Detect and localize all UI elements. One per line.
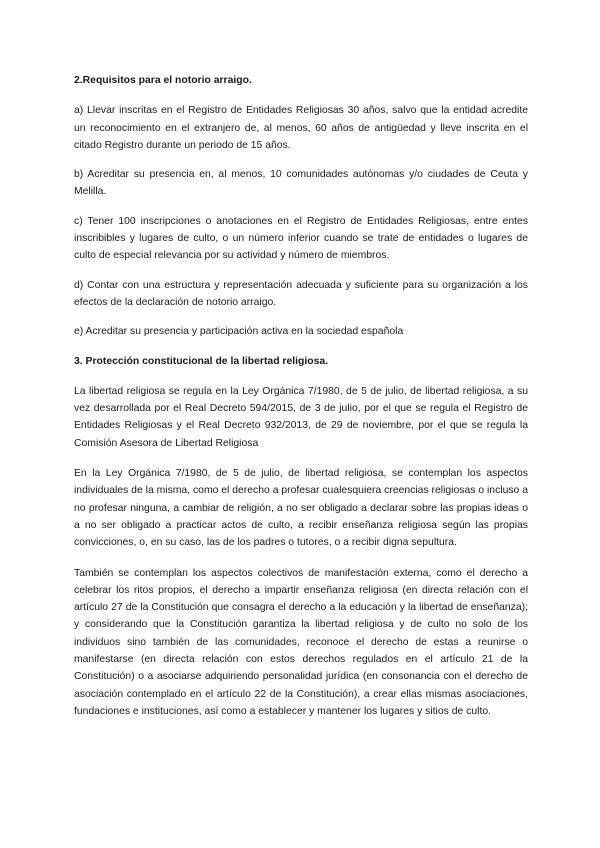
requirement-e: e) Acreditar su presencia y participación activa en la sociedad española (74, 326, 404, 338)
requirement-d: d) Contar con una estructura y representación adecuada y suficiente para su organización a los efectos de la declaración de notorio arraigo. (74, 279, 528, 308)
paragraph-collective-aspects: También se contemplan los aspectos colectivos de manifestación externa, como el derecho a celebrar los ritos propios, el derecho a impartir enseñanza religiosa (en directa relación con el artículo 27 de la Constitución que consagra el derecho a la educación y la libertad de enseñanza); y considerando que la Constitución garantiza la libertad religiosa y de culto no solo de los individuos sino también de las comunidades, reconoce el derecho de estas a reunirse o manifestarse (en directa relación con estos derechos regulados en el artículo 21 de la Constitución) o a asociarse adquiriendo personalidad jurídica (en consonancia con el derecho de asociación contemplado en el artículo 22 de la Constitución), a crear ellas mismas asociaciones, fundaciones e instituciones, así como a establecer y mantener los lugares y sitios de culto. (74, 567, 528, 717)
requirement-b: b) Acreditar su presencia en, al menos, 10 comunidades autónomas y/o ciudades de Ceuta y Melilla. (74, 169, 528, 198)
section-2-heading: 2.Requisitos para el notorio arraigo. (74, 75, 252, 86)
requirement-c: c) Tener 100 inscripciones o anotaciones en el Registro de Entidades Religiosas, entre entes inscribibles y lugares de culto, o un número inferior cuando se trate de entidades o lugares de culto de especial relevancia por su actividad y número de miembros. (74, 215, 528, 262)
section-3-heading: 3. Protección constitucional de la libertad religiosa. (74, 355, 329, 367)
document-body (74, 72, 528, 720)
requirement-a: a) Llevar inscritas en el Registro de Entidades Religiosas 30 años, salvo que la entidad acredite un reconocimiento en el extranjero de, al menos, 60 años de antigüedad y lleve inscrita en el citado Registro durante un periodo de 15 años. (74, 105, 528, 151)
paragraph-individual-aspects: En la Ley Orgánica 7/1980, de 5 de julio, de libertad religiosa, se contemplan los aspectos individuales de la misma, como el derecho a profesar cualesquiera creencias religiosas o incluso a no profesar ninguna, a cambiar de religión, a no ser obligado a declarar sobre las propias ideas o a no ser obligado a practicar actos de culto, a recibir enseñanza religiosa según las propias convicciones, o, en su caso, las de los padres o tutores, o a recibir digna sepultura. (74, 468, 528, 549)
paragraph-legal-framework: La libertad religiosa se regula en la Ley Orgánica 7/1980, de 5 de julio, de libertad religiosa, a su vez desarrollada por el Real Decreto 594/2015, de 3 de julio, por el que se regula el Registro de Entidades Religiosas y el Real Decreto 932/2013, de 29 de noviembre, por el que se regula la Comisión Asesora de Libertad Religiosa (74, 385, 528, 449)
